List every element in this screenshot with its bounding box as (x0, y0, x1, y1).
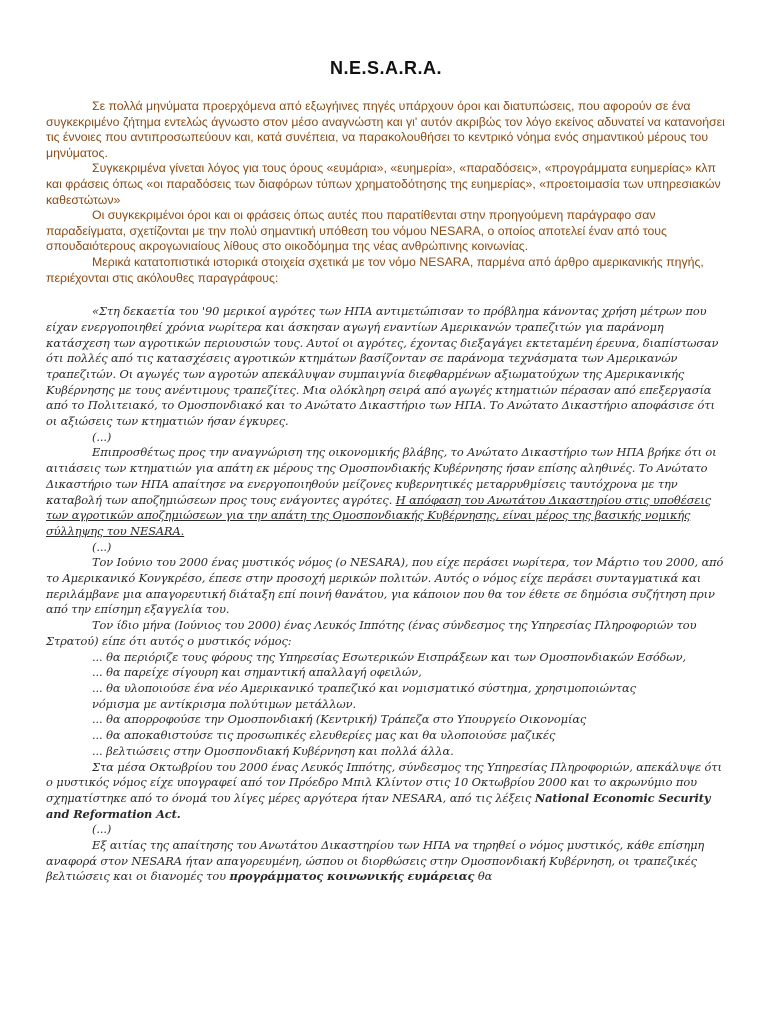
quote-list-item: ... βελτιώσεις στην Ομοσπονδιακή Κυβέρνηση και πολλά άλλα. (92, 743, 454, 758)
intro-paragraph: Συγκεκριμένα γίνεται λόγος για τους όρους «ευμάρια», «ευημερία», «παραδόσεις», «προγράμματα ευημερίας» κλπ και φράσεις όπως «οι παραδόσεις των διαφόρων τύπων χρηματοδότησης της ευημερίας», «προετοιμασία των υπηρεσιακών καθεστώτων» (46, 161, 721, 207)
quote-paragraph: «Στη δεκαετία του '90 μερικοί αγρότες των ΗΠΑ αντιμετώπισαν το πρόβλημα κάνοντας χρήση μέτρων που είχαν ενεργοποιηθεί χρόνια νωρίτερα και άσκησαν αγωγή εναντίων Αμερικανών τραπεζιτών για παράνομη κατάσχεση των αγροτικών περιουσιών τους. Αυτοί οι αγρότες, έχοντας διεξαγάγει εκτεταμένη έρευνα, διαπίστωσαν ότι πολλές από τις κατασχέσεις αγροτικών κτημάτων βασίζονταν σε παράνομα τεχνάσματα των Αμερικανών τραπεζιτών. Οι αγωγές των αγροτών απεκάλυψαν συμπαιγνία διεφθαρμένων αξιωματούχων της Αμερικανικής Κυβέρνησης με τους ανέντιμους τραπεζίτες. Μια ολόκληρη σειρά από αγωγές κτηματιών πέρασαν από επεξεργασία από το Πολιτειακό, το Ομοσπονδιακό και το Ανώτατο Δικαστήριο των ΗΠΑ. Το Ανώτατο Δικαστήριο αποφάσισε ότι οι αξιώσεις των κτηματιών ήσαν έγκυρες. (46, 304, 719, 429)
quote-paragraph: Τον Ιούνιο του 2000 ένας μυστικός νόμος (ο NESARA), που είχε περάσει νωρίτερα, τον Μάρτιο του 2000, από το Αμερικανικό Κονγκρέσο, έπεσε στην προσοχή μερικών πολιτών. Αυτός ο νόμος είχε περάσει συνταγματικά και περιλάμβανε μια απαγορευτική διάταξη επί ποινή θανάτου, για κάποιον που θα τον έθετε σε δημόσια συζήτηση πριν από την επίσημη εξαγγελία του. (46, 555, 724, 617)
quote-paragraph: Τον ίδιο μήνα (Ιούνιος του 2000) ένας Λευκός Ιππότης (ένας σύνδεσμος της Υπηρεσίας Πληροφοριών του Στρατού) είπε ότι αυτός ο μυστικός νόμος: (46, 618, 697, 648)
intro-paragraph: Μερικά κατατοπιστικά ιστορικά στοιχεία σχετικά με τον νόμο NESARA, παρμένα από άρθρο αμερικανικής πηγής, περιέχονται στις ακόλουθες παραγράφους: (46, 254, 704, 285)
quote-text: Εξ αιτίας της απαίτησης του Ανωτάτου Δικαστηρίου των ΗΠΑ να τηρηθεί ο νόμος μυστικός, κάθε επίσημη αναφορά στον NESARA ήταν απαγορευμένη, ώσπου οι διορθώσεις στην Ομοσπονδιακή Κυβέρνηση, οι τραπεζικές βελτιώσεις και οι διανομές του (46, 838, 705, 884)
document-page (46, 58, 726, 885)
intro-section (46, 99, 726, 304)
document-title: N.E.S.A.R.A. (329, 58, 442, 78)
paragraph-gap (46, 286, 726, 304)
quote-paragraph (46, 760, 726, 823)
quote-ellipsis: (...) (92, 429, 112, 444)
quote-paragraph (46, 445, 726, 539)
underlined-text: Η απόφαση του Ανωτάτου Δικαστηρίου στις υποθέσεις των αγροτικών αποζημιώσεων για την απάτη της Ομοσπονδιακής Κυβέρνησης, είναι μέρος της βασικής νομικής σύλληψης του NESARA. (46, 492, 712, 538)
quoted-article (46, 304, 726, 885)
quote-text: Στα μέσα Οκτωβρίου του 2000 ένας Λευκός Ιππότης, σύνδεσμος της Υπηρεσίας Πληροφοριών, απεκάλυψε ότι ο μυστικός νόμος είχε υπογραφεί από τον Πρόεδρο Μπιλ Κλίντον στις 10 Οκτωβρίου 2000 και το ακρωνύμιο που σχηματίστηκε από το όνομά του λίγες μέρες αργότερα ήταν NESARA, από τις λέξεις (46, 759, 722, 805)
quote-paragraph (46, 838, 726, 885)
quote-text: Επιπροσθέτως προς την αναγνώριση της οικονομικής βλάβης, το Ανώτατο Δικαστήριο των ΗΠΑ βρήκε ότι οι αιτιάσεις των κτηματιών για απάτη εκ μέρους της Ομοσπονδιακής Κυβέρνησης ήσαν επίσης αληθινές. Το Ανώτατο Δικαστήριο των ΗΠΑ απαίτησε να ενεργοποιηθούν μείζονες κυβερνητικές μεταρρυθμίσεις ταυτόχρονα με την καταβολή των αποζημιώσεων προς τους ενάγοντες αγρότες. (46, 445, 717, 507)
quote-list-item: ... θα απορροφούσε την Ομοσπονδιακή (Κεντρική) Τράπεζα στο Υπουργείο Οικονομίας (92, 712, 587, 727)
intro-paragraph: Σε πολλά μηνύματα προερχόμενα από εξωγήινες πηγές υπάρχουν όροι και διατυπώσεις, που αφορούν σε ένα συγκεκριμένο ζήτημα εντελώς άγνωστο στον μέσο αναγνώστη και γι' αυτόν ακριβώς τον λόγο εκείνος αδυνατεί να κατανοήσει τις έννοιες που αντιπροσωπεύουν και, κατά συνέπεια, να παρακολουθήσει το κεντρικό νόημα ενός σημαντικού μέρους του μηνύματος. (46, 99, 725, 160)
quote-ellipsis: (...) (92, 539, 112, 554)
quote-list-item: ... θα αποκαθιστούσε τις προσωπικές ελευθερίες μας και θα υλοποιούσε μαζικές (92, 728, 556, 743)
quote-list-item: ... θα υλοποιούσε ένα νέο Αμερικανικό τραπεζικό και νομισματικό σύστημα, χρησιμοποιώντας (92, 681, 636, 695)
quote-text: θα (477, 869, 493, 884)
quote-list-item: ... θα παρείχε σίγουρη και σημαντική απαλλαγή οφειλών, (92, 665, 422, 680)
quote-list-item: ... θα περιόριζε τους φόρους της Υπηρεσίας Εσωτερικών Εισπράξεων και των Ομοσπονδιακών Εσόδων, (92, 649, 686, 664)
bold-text: προγράμματος κοινωνικής ευμάρειας (229, 869, 475, 884)
quote-list-item: νόμισμα με αντίκρισμα πολύτιμων μετάλλων. (92, 696, 356, 711)
bold-text: National Economic Security and Reformation Act. (46, 790, 711, 821)
intro-paragraph: Οι συγκεκριμένοι όροι και οι φράσεις όπως αυτές που παρατίθενται στην προηγούμενη παράγραφο σαν παραδείγματα, σχετίζονται με την πολύ σημαντική υπόθεση του νόμου NESARA, ο οποίος αποτελεί έναν από τους σπουδαιότερους ακρογωνιαίους λίθους στο οικοδόμημα της νέας ανθρώπινης κοινωνίας. (46, 208, 667, 254)
quote-ellipsis: (...) (92, 822, 112, 837)
